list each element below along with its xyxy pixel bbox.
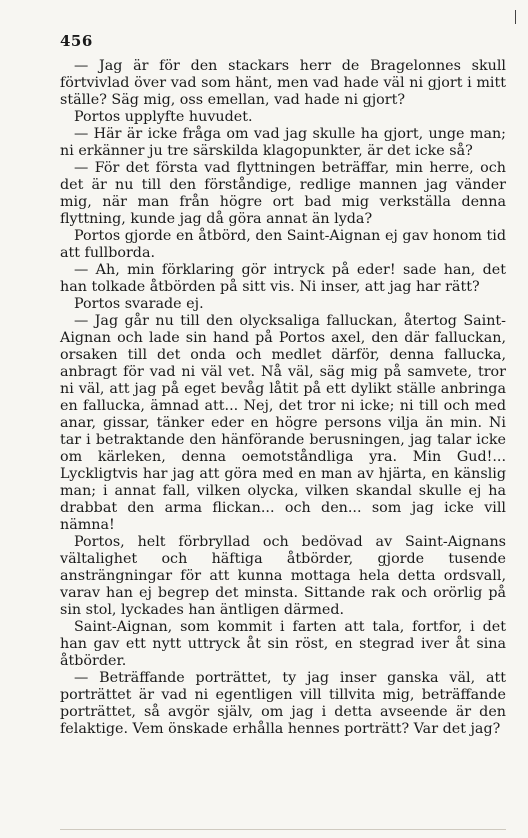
paragraph: — Här är icke fråga om vad jag skulle ha gjort, unge man; ni erkänner ju tre särskilda klagopunkter, är det icke så? [60, 126, 506, 159]
page-edge-mark [515, 10, 516, 24]
paragraph: Portos svarade ej. [74, 296, 204, 312]
paragraph: Saint-Aignan, som kommit i farten att tala, fortfor, i det han gav ett nytt uttryck åt sin röst, en stegrad iver åt sina åtbörder. [60, 619, 506, 669]
page-bottom-edge [60, 829, 506, 830]
paragraph: — Ah, min förklaring gör intryck på eder! sade han, det han tolkade åtbörden på sitt vis. Ni inser, att jag har rätt? [60, 262, 506, 295]
paragraph: — För det första vad flyttningen beträffar, min herre, och det är nu till den förståndige, redlige mannen jag vänder mig, när man från högre ort bad mig verkställa denna flyttning, kunde jag då göra annat än lyda? [60, 160, 506, 227]
paragraph: Portos gjorde en åtbörd, den Saint-Aignan ej gav honom tid att fullborda. [60, 228, 506, 261]
paragraph: — Jag går nu till den olycksaliga falluckan, återtog Saint-Aignan och lade sin hand på Portos axel, den där falluckan, orsaken till det onda och medlet därför, denna fallucka, anbragt för vad ni väl vet. Nå väl, säg mig på samvete, tror ni väl, att jag på eget bevåg låtit på ett dylikt ställe anbringa en fallucka, ämnad att... Nej, det tror ni icke; ni till och med anar, gissar, tänker eder en högre persons vilja än min. Ni tar i betraktande den hänförande berusningen, jag talar icke om kärleken, denna oemotståndliga yra. Min Gud!... Lyckligtvis har jag att göra med en man av hjärta, en känslig man; i annat fall, vilken olycka, vilken skandal skulle ej ha drabbat den arma flickan... och den... som jag icke vill nämna! [60, 313, 506, 533]
paragraph: Portos upplyfte huvudet. [74, 109, 253, 125]
paragraph: — Jag är för den stackars herr de Bragelonnes skull förtvivlad över vad som hänt, men vad hade väl ni gjort i mitt ställe? Säg mig, oss emellan, vad hade ni gjort? [60, 58, 506, 108]
body-text [60, 58, 506, 738]
page-number: 456 [60, 32, 93, 50]
paragraph: Portos, helt förbryllad och bedövad av Saint-Aignans vältalighet och häftiga åtbörder, gjorde tusende ansträngningar för att kunna mottaga hela detta ordsvall, varav han ej begrep det minsta. Sittande rak och orörlig på sin stol, lyckades han äntligen därmed. [60, 534, 506, 618]
paragraph: — Beträffande porträttet, ty jag inser ganska väl, att porträttet är vad ni egentligen vill tillvita mig, beträffande porträttet, så avgör själv, om jag i detta avseende är den felaktige. Vem önskade erhålla hennes porträtt? Var det jag? [60, 670, 506, 737]
